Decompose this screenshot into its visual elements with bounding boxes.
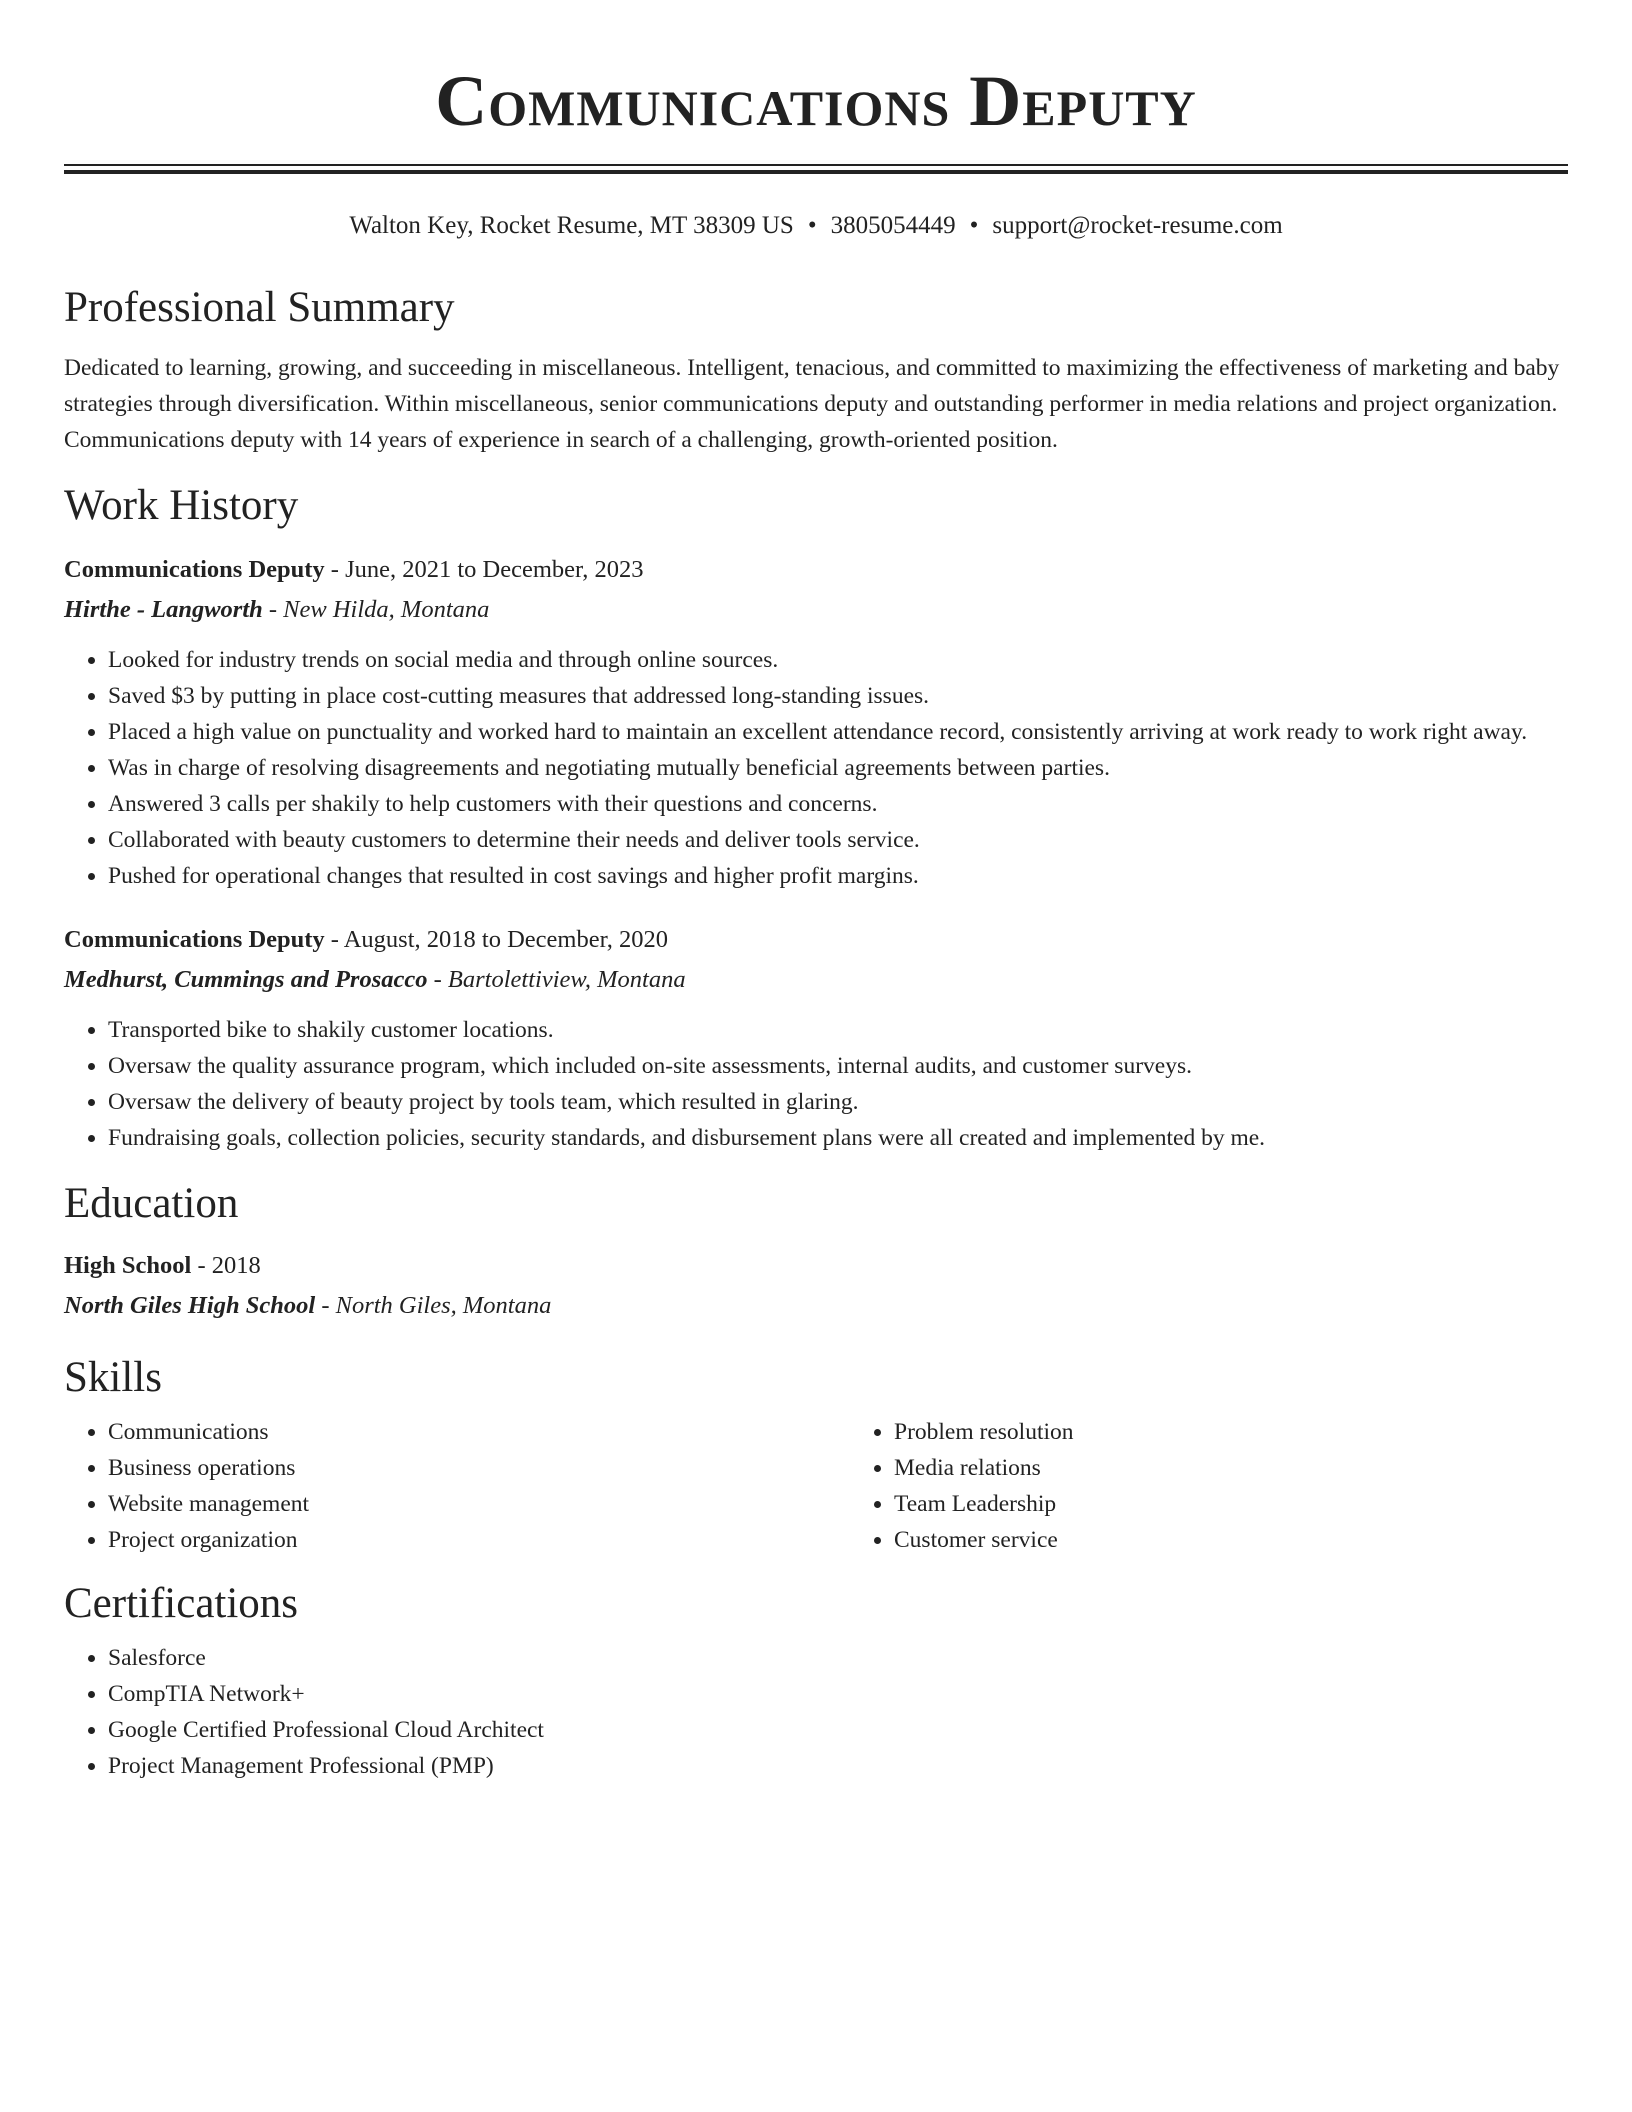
resume-title: Communications Deputy xyxy=(435,61,1197,141)
job-bullet: • Fundraising goals, collection policies, security standards, and disbursement plans were all created and implemented by me. xyxy=(108,1120,1568,1156)
job-bullets xyxy=(64,642,1568,894)
job-bullet: • Pushed for operational changes that resulted in cost savings and higher profit margins. xyxy=(108,858,1568,894)
summary-text: Dedicated to learning, growing, and succeeding in miscellaneous. Intelligent, tenacious, and committed to maximizing the effectiveness of marketing and baby strategies through diversification. Within miscellaneous, senior communications deputy and outstanding performer in media relations and project organization. Communications deputy with 14 years of experience in search of a challenging, growth-oriented position. xyxy=(64,355,1560,453)
job-title: Communications Deputy xyxy=(64,926,325,953)
job-entry xyxy=(64,550,1568,894)
contact-separator: • xyxy=(807,212,817,239)
skill-item: • Website management xyxy=(108,1486,850,1522)
job-bullet: • Oversaw the delivery of beauty project by tools team, which resulted in glaring. xyxy=(108,1084,1568,1120)
summary-heading: Professional Summary xyxy=(64,284,455,331)
school-line xyxy=(64,1286,1568,1326)
degree-line xyxy=(64,1246,1568,1286)
certifications-list xyxy=(64,1640,1568,1784)
job-title: Communications Deputy xyxy=(64,556,325,583)
school-name: North Giles High School xyxy=(64,1292,316,1319)
employer-name: Medhurst, Cummings and Prosacco xyxy=(64,966,428,993)
skill-item: • Communications xyxy=(108,1414,850,1450)
employer-name: Hirthe - Langworth xyxy=(64,596,263,623)
school-location: - North Giles, Montana xyxy=(315,1292,552,1319)
job-title-line xyxy=(64,550,1568,590)
contact-email: support@rocket-resume.com xyxy=(992,212,1283,239)
job-bullet: • Placed a high value on punctuality and worked hard to maintain an excellent attendance record, consistently arriving at work ready to work right away. xyxy=(108,714,1568,750)
degree: High School xyxy=(64,1252,192,1279)
skill-item: • Project organization xyxy=(108,1522,850,1558)
graduation-year: - 2018 xyxy=(191,1252,261,1279)
job-dates: - June, 2021 to December, 2023 xyxy=(324,556,644,583)
certification-item: • Project Management Professional (PMP) xyxy=(108,1748,1568,1784)
summary-section xyxy=(64,282,1568,458)
skills-list-right xyxy=(850,1414,1074,1558)
skills-heading: Skills xyxy=(64,1354,162,1401)
job-bullet: • Saved $3 by putting in place cost-cutting measures that addressed long-standing issues. xyxy=(108,678,1568,714)
contact-line xyxy=(64,210,1568,242)
skills-columns xyxy=(64,1414,1568,1558)
education-section xyxy=(64,1178,1568,1326)
job-bullet: • Oversaw the quality assurance program, which included on-site assessments, internal audits, and customer surveys. xyxy=(108,1048,1568,1084)
work-history-heading: Work History xyxy=(64,482,299,529)
job-title-line xyxy=(64,920,1568,960)
contact-address: Walton Key, Rocket Resume, MT 38309 US xyxy=(349,212,794,239)
job-bullet: • Collaborated with beauty customers to determine their needs and deliver tools service. xyxy=(108,822,1568,858)
contact-separator: • xyxy=(969,212,979,239)
employer-location: - New Hilda, Montana xyxy=(262,596,490,623)
skills-section xyxy=(64,1352,1568,1558)
skill-item: • Problem resolution xyxy=(894,1414,1074,1450)
skill-item: • Business operations xyxy=(108,1450,850,1486)
employer-line xyxy=(64,590,1568,630)
education-entry xyxy=(64,1246,1568,1326)
contact-phone: 3805054449 xyxy=(830,212,956,239)
skill-item: • Customer service xyxy=(894,1522,1074,1558)
employer-location: - Bartolettiview, Montana xyxy=(427,966,686,993)
job-bullet: • Transported bike to shakily customer locations. xyxy=(108,1012,1568,1048)
certifications-section xyxy=(64,1578,1568,1784)
certification-item: • CompTIA Network+ xyxy=(108,1676,1568,1712)
job-bullet: • Answered 3 calls per shakily to help customers with their questions and concerns. xyxy=(108,786,1568,822)
job-bullets xyxy=(64,1012,1568,1156)
job-bullet: • Was in charge of resolving disagreements and negotiating mutually beneficial agreements between parties. xyxy=(108,750,1568,786)
education-heading: Education xyxy=(64,1180,239,1227)
skill-item: • Media relations xyxy=(894,1450,1074,1486)
job-dates: - August, 2018 to December, 2020 xyxy=(324,926,668,953)
skill-item: • Team Leadership xyxy=(894,1486,1074,1522)
skills-list-left xyxy=(64,1414,850,1558)
header-divider xyxy=(64,164,1568,174)
certification-item: • Google Certified Professional Cloud Architect xyxy=(108,1712,1568,1748)
employer-line xyxy=(64,960,1568,1000)
job-bullet: • Looked for industry trends on social media and through online sources. xyxy=(108,642,1568,678)
work-history-section xyxy=(64,480,1568,1156)
certifications-heading: Certifications xyxy=(64,1580,299,1627)
certification-item: • Salesforce xyxy=(108,1640,1568,1676)
job-entry xyxy=(64,920,1568,1156)
